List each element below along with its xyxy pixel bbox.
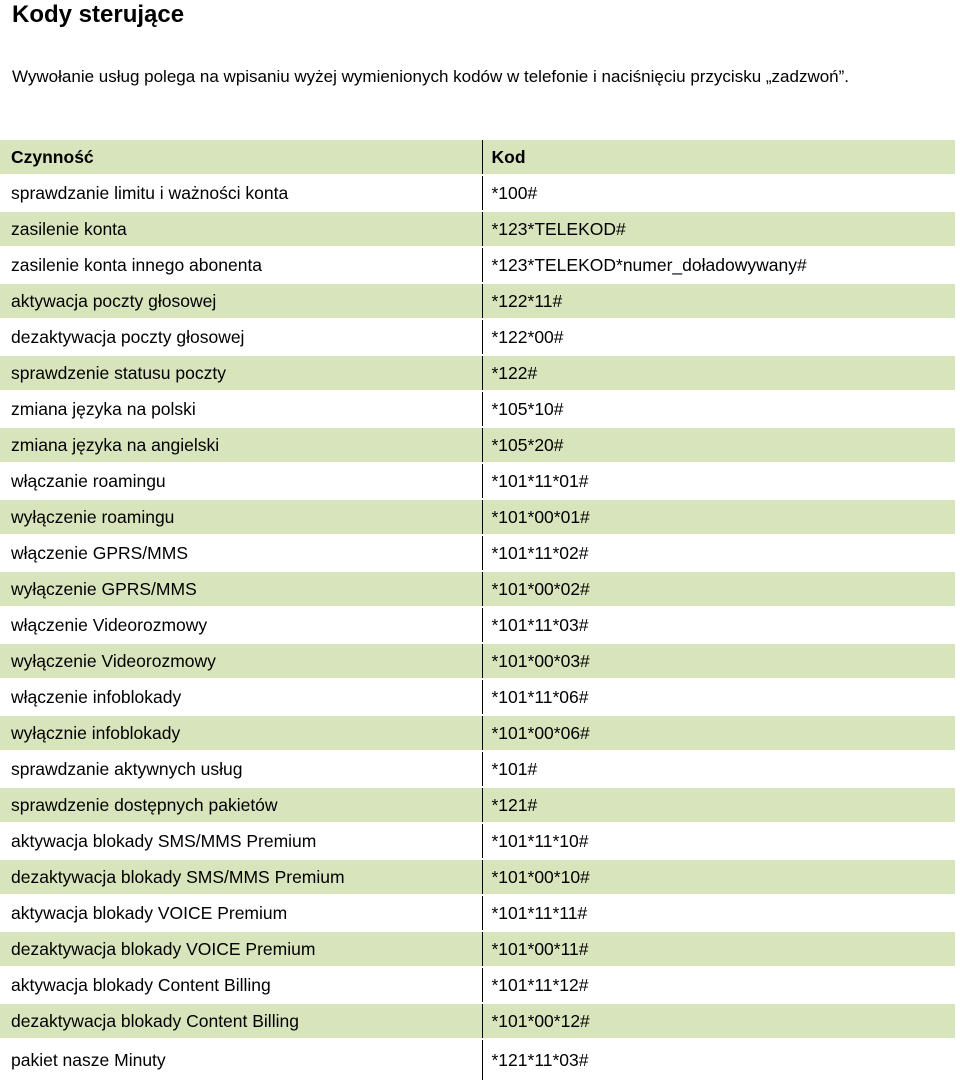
column-header-code: Kod xyxy=(482,140,955,175)
code-cell: *101*11*01# xyxy=(482,463,955,499)
table-row xyxy=(0,679,955,715)
code-cell: *101*00*01# xyxy=(482,499,955,535)
table-row xyxy=(0,319,955,355)
code-cell: *105*10# xyxy=(482,391,955,427)
code-cell: *105*20# xyxy=(482,427,955,463)
action-cell: włączenie GPRS/MMS xyxy=(0,535,482,571)
page-title: Kody sterujące xyxy=(12,1,185,28)
code-cell: *121# xyxy=(482,787,955,823)
action-cell: włączenie infoblokady xyxy=(0,679,482,715)
code-cell: *123*TELEKOD# xyxy=(482,211,955,247)
table-row xyxy=(0,643,955,679)
table-row xyxy=(0,283,955,319)
action-cell: wyłączenie GPRS/MMS xyxy=(0,571,482,607)
table-header-row xyxy=(0,140,955,175)
action-cell: dezaktywacja poczty głosowej xyxy=(0,319,482,355)
table-body xyxy=(0,175,955,1081)
code-cell: *122*11# xyxy=(482,283,955,319)
action-cell: aktywacja blokady SMS/MMS Premium xyxy=(0,823,482,859)
code-cell: *101*11*02# xyxy=(482,535,955,571)
code-cell: *101*11*12# xyxy=(482,967,955,1003)
code-cell: *122*00# xyxy=(482,319,955,355)
action-cell: włączenie Videorozmowy xyxy=(0,607,482,643)
code-cell: *101*00*06# xyxy=(482,715,955,751)
action-cell: zasilenie konta innego abonenta xyxy=(0,247,482,283)
code-cell: *121*11*03# xyxy=(482,1039,955,1081)
action-cell: zasilenie konta xyxy=(0,211,482,247)
action-cell: aktywacja poczty głosowej xyxy=(0,283,482,319)
code-cell: *101# xyxy=(482,751,955,787)
table-row xyxy=(0,535,955,571)
table-row xyxy=(0,931,955,967)
table-row xyxy=(0,391,955,427)
table-row xyxy=(0,211,955,247)
table-row xyxy=(0,1003,955,1039)
code-cell: *101*00*11# xyxy=(482,931,955,967)
code-cell: *101*00*03# xyxy=(482,643,955,679)
action-cell: sprawdzenie dostępnych pakietów xyxy=(0,787,482,823)
table-row xyxy=(0,499,955,535)
table-row xyxy=(0,715,955,751)
action-cell: sprawdzenie statusu poczty xyxy=(0,355,482,391)
table-row xyxy=(0,571,955,607)
table-row xyxy=(0,463,955,499)
action-cell: włączanie roamingu xyxy=(0,463,482,499)
code-cell: *101*00*10# xyxy=(482,859,955,895)
table-row xyxy=(0,1039,955,1081)
action-cell: sprawdzanie aktywnych usług xyxy=(0,751,482,787)
action-cell: aktywacja blokady Content Billing xyxy=(0,967,482,1003)
code-cell: *101*11*03# xyxy=(482,607,955,643)
table-row xyxy=(0,247,955,283)
action-cell: zmiana języka na angielski xyxy=(0,427,482,463)
action-cell: sprawdzanie limitu i ważności konta xyxy=(0,175,482,211)
action-cell: dezaktywacja blokady SMS/MMS Premium xyxy=(0,859,482,895)
action-cell: dezaktywacja blokady VOICE Premium xyxy=(0,931,482,967)
action-cell: dezaktywacja blokady Content Billing xyxy=(0,1003,482,1039)
intro-paragraph: Wywołanie usług polega na wpisaniu wyżej wymienionych kodów w telefonie i naciśnięciu przycisku „zadzwoń”. xyxy=(12,67,850,86)
table-row xyxy=(0,859,955,895)
table-row xyxy=(0,355,955,391)
table-row xyxy=(0,895,955,931)
table-row xyxy=(0,751,955,787)
action-cell: wyłączenie Videorozmowy xyxy=(0,643,482,679)
table-row xyxy=(0,175,955,211)
codes-table xyxy=(0,140,955,1082)
code-cell: *123*TELEKOD*numer_doładowywany# xyxy=(482,247,955,283)
table-row xyxy=(0,787,955,823)
action-cell: pakiet nasze Minuty xyxy=(0,1039,482,1081)
code-cell: *101*00*02# xyxy=(482,571,955,607)
code-cell: *101*00*12# xyxy=(482,1003,955,1039)
action-cell: wyłącznie infoblokady xyxy=(0,715,482,751)
code-cell: *101*11*06# xyxy=(482,679,955,715)
table-row xyxy=(0,823,955,859)
column-header-action: Czynność xyxy=(0,140,482,175)
code-cell: *101*11*10# xyxy=(482,823,955,859)
action-cell: wyłączenie roamingu xyxy=(0,499,482,535)
action-cell: zmiana języka na polski xyxy=(0,391,482,427)
code-cell: *122# xyxy=(482,355,955,391)
table-row xyxy=(0,607,955,643)
table-row xyxy=(0,967,955,1003)
code-cell: *101*11*11# xyxy=(482,895,955,931)
code-cell: *100# xyxy=(482,175,955,211)
action-cell: aktywacja blokady VOICE Premium xyxy=(0,895,482,931)
table-row xyxy=(0,427,955,463)
